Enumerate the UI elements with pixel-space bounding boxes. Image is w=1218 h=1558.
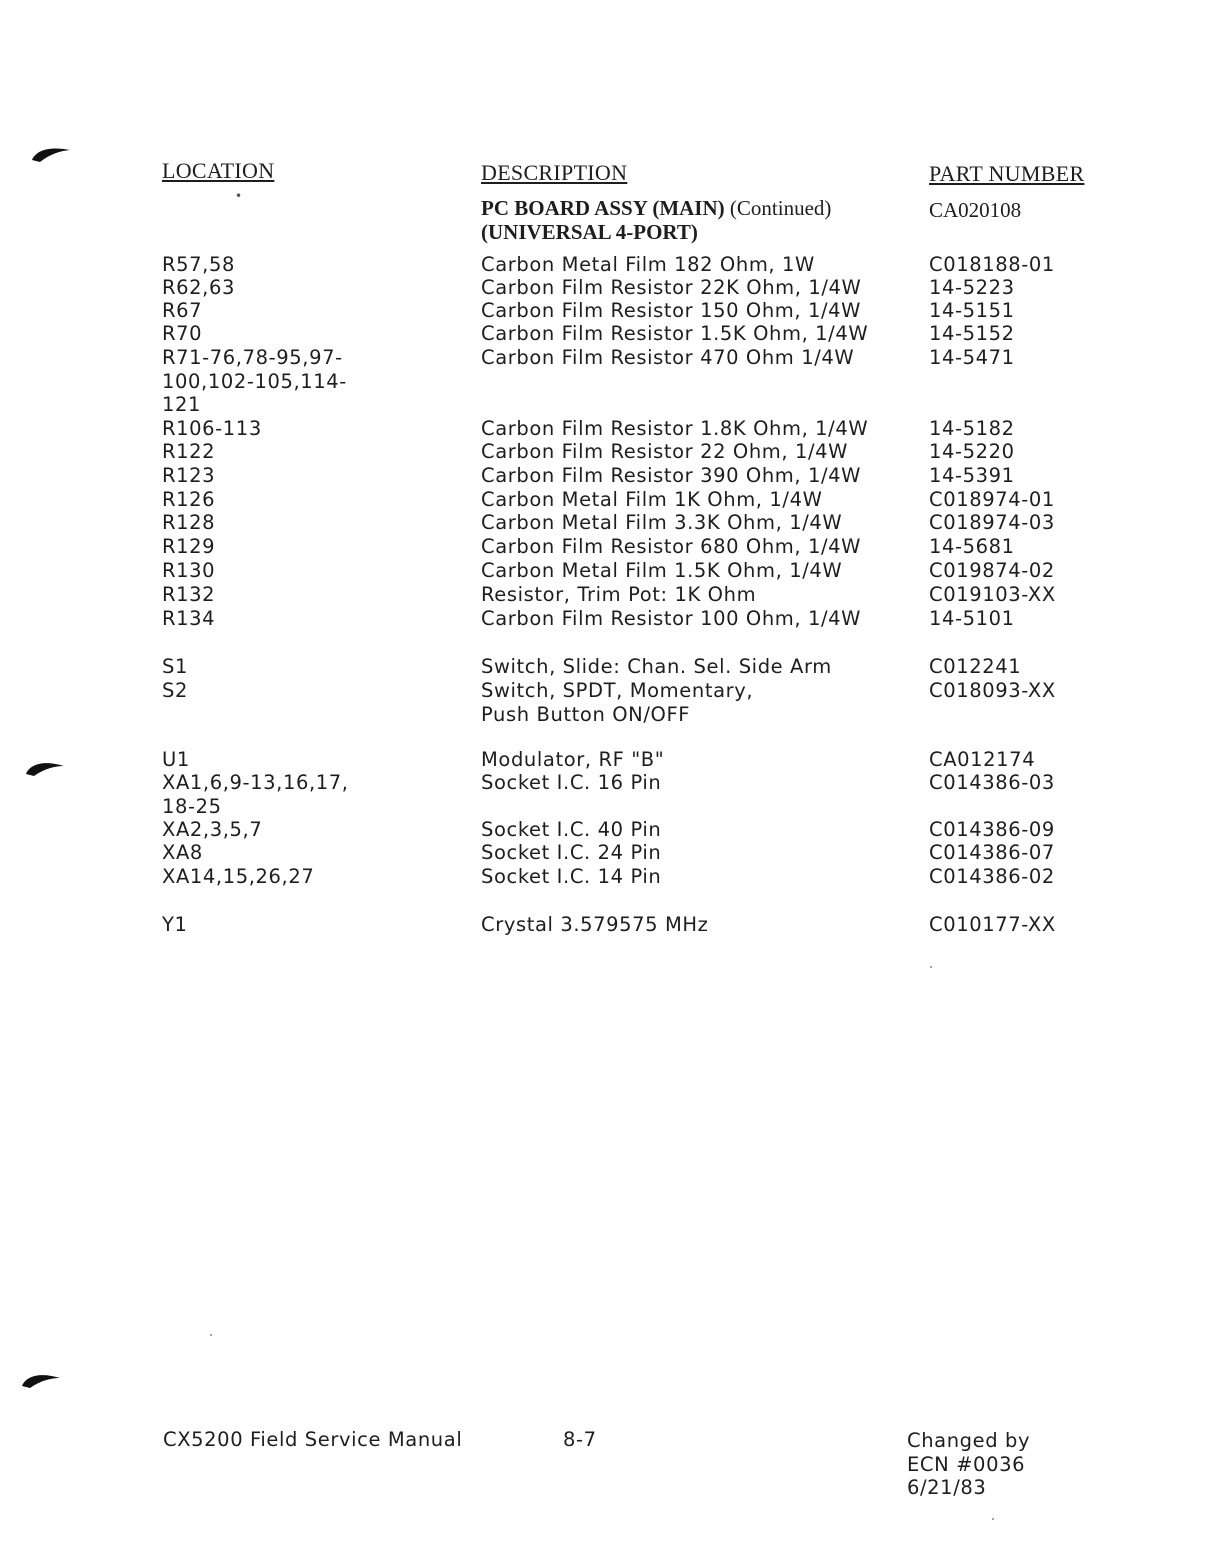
scan-speck <box>992 1518 994 1520</box>
part-number: C019874-02 <box>929 559 1055 582</box>
part-location-line: XA2,3,5,7 <box>162 818 263 841</box>
part-description <box>481 865 921 889</box>
part-description <box>481 607 921 631</box>
part-description <box>481 253 921 277</box>
part-location <box>162 535 462 559</box>
part-location-line: XA1,6,9-13,16,17, <box>162 771 349 794</box>
footer-change-line: ECN #0036 <box>907 1452 1026 1476</box>
part-description-line: Resistor, Trim Pot: 1K Ohm <box>481 583 757 606</box>
part-description-line: Carbon Metal Film 1K Ohm, 1/4W <box>481 488 823 511</box>
part-description <box>481 417 921 441</box>
part-location <box>162 464 462 488</box>
binder-hole-mark-middle <box>24 758 68 776</box>
part-number: 14-5471 <box>929 346 1015 369</box>
assembly-subtitle: (UNIVERSAL 4-PORT) <box>481 220 698 244</box>
stray-mark: • <box>235 189 243 203</box>
part-location <box>162 253 462 277</box>
part-location-line: R71-76,78-95,97- <box>162 346 343 369</box>
part-number: C018093-XX <box>929 679 1056 702</box>
part-location-line: R106-113 <box>162 417 262 440</box>
part-description-line: Carbon Metal Film 182 Ohm, 1W <box>481 253 815 276</box>
part-location <box>162 346 462 417</box>
part-description <box>481 748 921 772</box>
part-number: C014386-09 <box>929 818 1055 841</box>
part-location <box>162 488 462 512</box>
part-location-line: S1 <box>162 655 188 678</box>
part-location <box>162 440 462 464</box>
footer-change-line: 6/21/83 <box>907 1476 987 1500</box>
part-location-line: R122 <box>162 440 216 463</box>
part-description <box>481 488 921 512</box>
part-description-line: Carbon Film Resistor 680 Ohm, 1/4W <box>481 535 862 558</box>
part-description <box>481 913 921 937</box>
part-location-line: R129 <box>162 535 216 558</box>
part-location <box>162 913 462 937</box>
part-description-line: Socket I.C. 16 Pin <box>481 771 662 794</box>
part-description-line: Switch, Slide: Chan. Sel. Side Arm <box>481 655 832 678</box>
footer-page-number: 8-7 <box>563 1428 597 1451</box>
part-location <box>162 865 462 889</box>
part-description <box>481 655 921 679</box>
part-number: 14-5182 <box>929 417 1015 440</box>
part-description <box>481 322 921 346</box>
part-location-line: U1 <box>162 748 190 771</box>
part-location <box>162 771 462 818</box>
part-location <box>162 818 462 842</box>
part-number: C018188-01 <box>929 253 1055 276</box>
part-location-line: S2 <box>162 679 188 702</box>
part-description-line: Switch, SPDT, Momentary, <box>481 679 754 702</box>
part-description <box>481 818 921 842</box>
footer-change-line: Changed by <box>907 1429 1031 1452</box>
part-location <box>162 841 462 865</box>
part-number: CA012174 <box>929 748 1036 771</box>
part-location-line: R132 <box>162 583 216 606</box>
scan-speck <box>930 966 932 968</box>
part-description <box>481 841 921 865</box>
assembly-name: PC BOARD ASSY (MAIN) <box>481 196 725 220</box>
part-number: 14-5152 <box>929 322 1015 345</box>
part-number: 14-5101 <box>929 607 1015 630</box>
part-number: C014386-02 <box>929 865 1055 888</box>
binder-hole-mark-bottom <box>20 1370 64 1388</box>
part-description <box>481 464 921 488</box>
part-description-line: Carbon Film Resistor 1.8K Ohm, 1/4W <box>481 417 869 440</box>
part-location-line: Y1 <box>162 913 188 936</box>
location-column-header: LOCATION <box>162 158 275 183</box>
part-description <box>481 583 921 607</box>
part-number: C014386-07 <box>929 841 1055 864</box>
part-location-line: 121 <box>162 393 202 417</box>
part-location-line: R123 <box>162 464 216 487</box>
scan-speck <box>210 1334 212 1336</box>
part-description-line: Carbon Film Resistor 100 Ohm, 1/4W <box>481 607 862 630</box>
part-number: 14-5151 <box>929 299 1015 322</box>
assembly-note: (Continued) <box>729 196 832 220</box>
part-number-column-header: PART NUMBER <box>929 161 1085 186</box>
part-location <box>162 748 462 772</box>
part-description <box>481 535 921 559</box>
part-location-line: XA14,15,26,27 <box>162 865 315 888</box>
part-description-line: Carbon Metal Film 3.3K Ohm, 1/4W <box>481 511 843 534</box>
part-number: 14-5391 <box>929 464 1015 487</box>
part-description-line: Carbon Film Resistor 22 Ohm, 1/4W <box>481 440 849 463</box>
part-location <box>162 299 462 323</box>
part-location <box>162 607 462 631</box>
part-description-line: Socket I.C. 24 Pin <box>481 841 662 864</box>
part-description-line: Carbon Film Resistor 22K Ohm, 1/4W <box>481 276 862 299</box>
part-description-line: Socket I.C. 14 Pin <box>481 865 662 888</box>
part-description <box>481 511 921 535</box>
part-location <box>162 583 462 607</box>
part-number: C018974-01 <box>929 488 1055 511</box>
part-description-line: Modulator, RF "B" <box>481 748 665 771</box>
part-description-line: Carbon Film Resistor 150 Ohm, 1/4W <box>481 299 862 322</box>
part-description-line: Carbon Film Resistor 390 Ohm, 1/4W <box>481 464 862 487</box>
part-number: C019103-XX <box>929 583 1056 606</box>
part-location-line: 100,102-105,114- <box>162 369 347 393</box>
part-description <box>481 559 921 583</box>
part-location-line: R57,58 <box>162 253 235 276</box>
part-number: C018974-03 <box>929 511 1055 534</box>
part-location <box>162 276 462 300</box>
part-location-line: R130 <box>162 559 216 582</box>
part-description-line: Socket I.C. 40 Pin <box>481 818 662 841</box>
part-number: C012241 <box>929 655 1022 678</box>
part-location <box>162 511 462 535</box>
assembly-part-number: CA020108 <box>929 198 1022 222</box>
part-number: 14-5220 <box>929 440 1015 463</box>
binder-hole-mark-top <box>30 144 74 162</box>
part-description <box>481 771 921 795</box>
part-number: C014386-03 <box>929 771 1055 794</box>
part-description <box>481 299 921 323</box>
part-description-line: Carbon Metal Film 1.5K Ohm, 1/4W <box>481 559 843 582</box>
part-location-line: R134 <box>162 607 216 630</box>
part-location <box>162 655 462 679</box>
part-location <box>162 417 462 441</box>
part-location-line: R128 <box>162 511 216 534</box>
part-description-line: Carbon Film Resistor 470 Ohm 1/4W <box>481 346 855 369</box>
part-location <box>162 679 462 703</box>
part-location-line: XA8 <box>162 841 203 864</box>
footer-change-note <box>907 1429 1030 1500</box>
footer-manual-title: CX5200 Field Service Manual <box>163 1428 463 1451</box>
part-location-line: R126 <box>162 488 216 511</box>
part-description <box>481 440 921 464</box>
part-description-line: Crystal 3.579575 MHz <box>481 913 709 936</box>
part-location-line: R62,63 <box>162 276 235 299</box>
part-location <box>162 322 462 346</box>
assembly-title <box>481 196 831 244</box>
part-description-line: Push Button ON/OFF <box>481 702 691 726</box>
part-location <box>162 559 462 583</box>
part-number: C010177-XX <box>929 913 1056 936</box>
part-description <box>481 276 921 300</box>
description-column-header: DESCRIPTION <box>481 160 628 185</box>
part-number: 14-5681 <box>929 535 1015 558</box>
part-description-line: Carbon Film Resistor 1.5K Ohm, 1/4W <box>481 322 869 345</box>
part-description <box>481 346 921 370</box>
part-number: 14-5223 <box>929 276 1015 299</box>
part-location-line: 18-25 <box>162 794 222 818</box>
part-description <box>481 679 921 726</box>
part-location-line: R70 <box>162 322 203 345</box>
part-location-line: R67 <box>162 299 203 322</box>
